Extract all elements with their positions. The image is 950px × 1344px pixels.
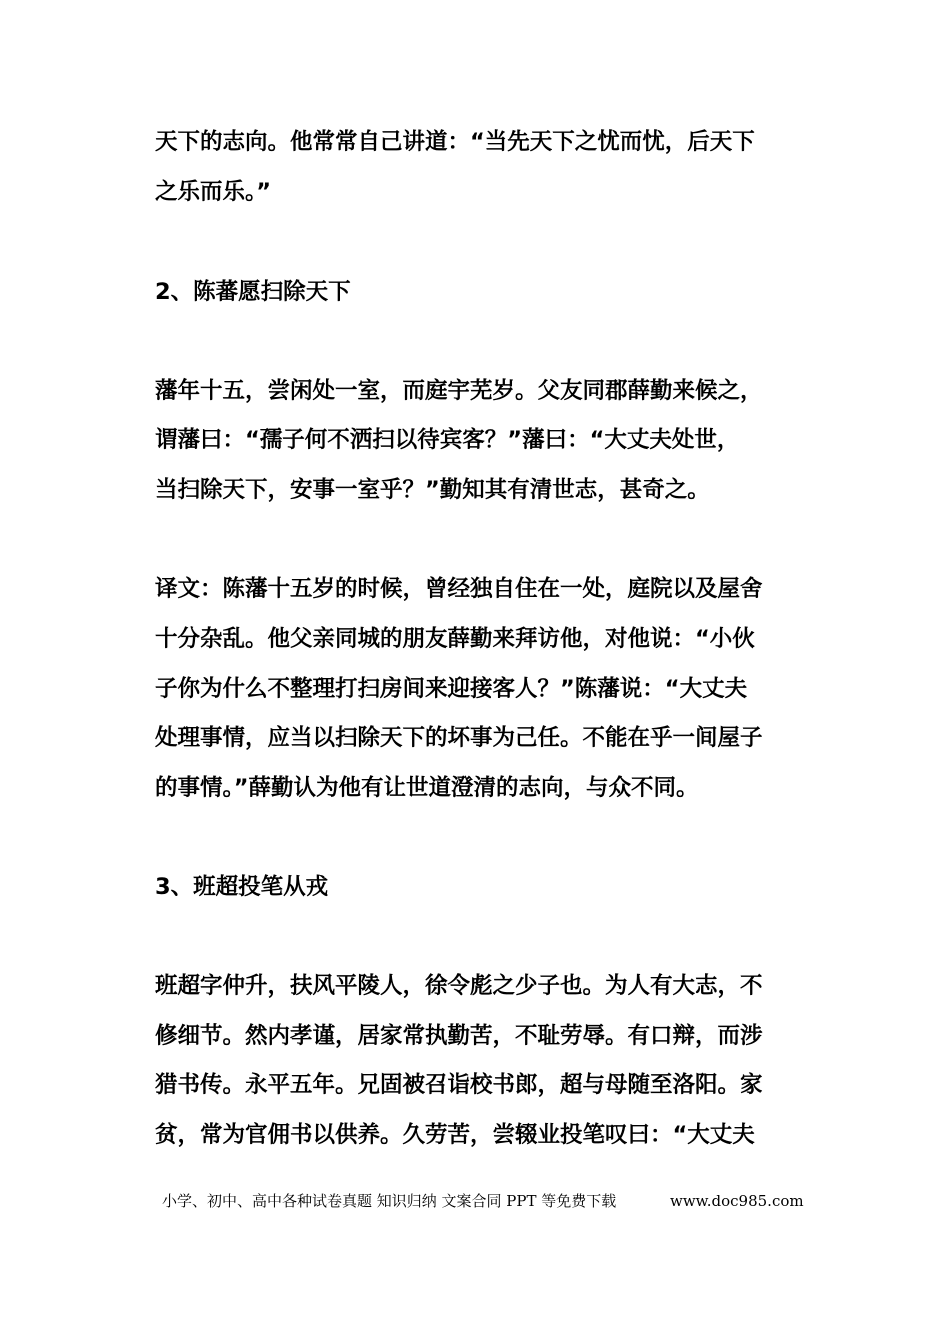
paragraph-line: 修细节。然内孝谨，居家常执勤苦，不耻劳辱。有口辩，而涉 <box>155 1023 763 1049</box>
paragraph-line: 译文：陈藩十五岁的时候，曾经独自住在一处，庭院以及屋舍 <box>155 576 763 602</box>
paragraph-line: 天下的志向。他常常自己讲道：“当先天下之忧而忧，后天下 <box>155 129 755 155</box>
section-heading: 2、陈蕃愿扫除天下 <box>155 279 351 305</box>
paragraph-line: 的事情。”薛勤认为他有让世道澄清的志向，与众不同。 <box>155 775 699 801</box>
paragraph-line: 藩年十五，尝闲处一室，而庭宇芜岁。父友同郡薛勤来候之， <box>155 378 763 404</box>
footer-url: www.doc985.com <box>670 1192 804 1210</box>
paragraph-line: 猎书传。永平五年。兄固被召诣校书郎，超与母随至洛阳。家 <box>155 1072 763 1098</box>
footer-text: 小学、初中、高中各种试卷真题 知识归纳 文案合同 PPT 等免费下载 <box>162 1192 617 1210</box>
paragraph-line: 十分杂乱。他父亲同城的朋友薛勤来拜访他，对他说：“小伙 <box>155 626 755 652</box>
paragraph-line: 班超字仲升，扶风平陵人，徐令彪之少子也。为人有大志，不 <box>155 973 763 999</box>
paragraph-line: 之乐而乐。” <box>155 179 272 205</box>
paragraph-line: 子你为什么不整理打扫房间来迎接客人？”陈藩说：“大丈夫 <box>155 676 748 702</box>
paragraph-line: 贫，常为官佣书以供养。久劳苦，尝辍业投笔叹曰：“大丈夫 <box>155 1122 755 1148</box>
section-heading: 3、班超投笔从戎 <box>155 874 329 900</box>
paragraph-line: 当扫除天下，安事一室乎？”勤知其有清世志，甚奇之。 <box>155 477 710 503</box>
paragraph-line: 处理事情，应当以扫除天下的坏事为己任。不能在乎一间屋子 <box>155 725 763 751</box>
paragraph-line: 谓藩曰：“孺子何不洒扫以待宾客？”藩曰：“大丈夫处世， <box>155 427 740 453</box>
